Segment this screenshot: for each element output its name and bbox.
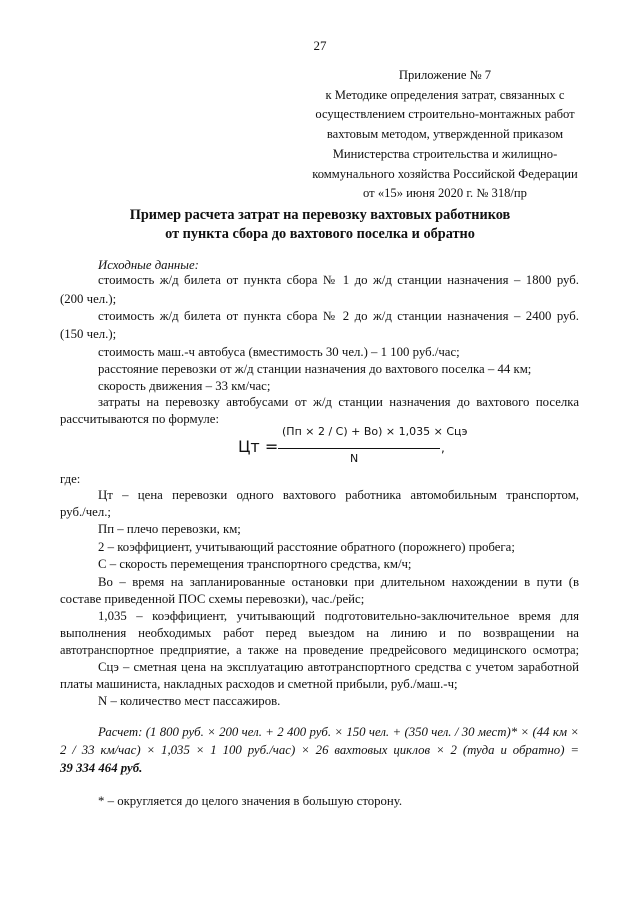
body-line: рассчитываются по формуле: <box>60 412 220 426</box>
legend-line: Пп – плечо перевозки, км; <box>98 522 241 536</box>
approval-line: вахтовым методом, утвержденной приказом <box>326 127 564 142</box>
body-line: (200 чел.); <box>60 292 117 306</box>
legend-heading: где: <box>60 472 81 486</box>
body-line: стоимость ж/д билета от пункта сбора № 1 до ж/д станции назначения – 1800 руб. <box>98 273 579 287</box>
formula-denominator: N <box>350 452 359 465</box>
formula-comma: , <box>441 441 445 455</box>
legend-line: выполнения необходимых работ перед выездом на линию и по возвращении на <box>60 626 579 640</box>
legend-line: С – скорость перемещения транспортного средства, км/ч; <box>98 557 412 571</box>
fraction-bar <box>278 448 440 449</box>
approval-line: Приложение № 7 <box>398 68 492 82</box>
calculation-line: Расчет: (1 800 руб. × 200 чел. + 2 400 руб. × 150 чел. + (350 чел. / 30 мест)* × (44 км × <box>98 725 579 739</box>
calculation-line: 2 / 33 км/час) × 1,035 × 1 100 руб./час) × 26 вахтовых циклов × 2 (туда и обратно) = <box>60 743 579 757</box>
approval-line: осуществлением строительно-монтажных работ <box>315 107 575 122</box>
body-line: затраты на перевозку автобусами от ж/д станции назначения до вахтового поселка <box>98 395 579 409</box>
title-line: от пункта сбора до вахтового поселка и обратно <box>165 226 475 242</box>
legend-line: автотранспортное предприятие, а также на проведение предрейсового медицинского осмотра; <box>60 643 579 657</box>
body-line: расстояние перевозки от ж/д станции назначения до вахтового поселка – 44 км; <box>98 362 532 376</box>
body-line: стоимость маш.-ч автобуса (вместимость 30 чел.) – 1 100 руб./час; <box>98 345 460 359</box>
body-line: стоимость ж/д билета от пункта сбора № 2 до ж/д станции назначения – 2400 руб. <box>98 309 579 323</box>
document-title <box>0 206 640 244</box>
legend-line: руб./чел.; <box>60 505 111 519</box>
legend-line: Сцэ – сметная цена на эксплуатацию автотранспортного средства с учетом заработной <box>98 660 579 674</box>
body-line: (150 чел.); <box>60 327 117 341</box>
approval-line: от «15» июня 2020 г. № 318/пр <box>363 186 527 201</box>
page-number: 27 <box>313 38 327 53</box>
calculation-result: 39 334 464 руб. <box>60 761 143 775</box>
source-data-heading: Исходные данные: <box>98 258 199 272</box>
cost-formula <box>238 425 468 469</box>
legend-line: составе приведенной ПОС схемы перевозки), час./рейс; <box>60 592 365 606</box>
approval-line: коммунального хозяйства Российской Федерации <box>312 166 578 181</box>
legend-line: Цт – цена перевозки одного вахтового работника автомобильным транспортом, <box>98 488 579 502</box>
title-line: Пример расчета затрат на перевозку вахтовых работников <box>129 207 511 223</box>
legend-line: Во – время на запланированные остановки при длительном нахождении в пути (в <box>98 575 579 589</box>
formula-numerator: (Пп × 2 / С) + Во) × 1,035 × Сцэ <box>282 425 468 438</box>
approval-line: Министерства строительства и жилищно- <box>332 146 558 161</box>
legend-line: 2 – коэффициент, учитывающий расстояние обратного (порожнего) пробега; <box>98 540 515 554</box>
legend-line: N – количество мест пассажиров. <box>98 694 281 708</box>
legend-line: платы машиниста, накладных расходов и сметной прибыли, руб./маш.-ч; <box>60 677 458 691</box>
footnote: * – округляется до целого значения в большую сторону. <box>98 794 403 808</box>
body-line: скорость движения – 33 км/час; <box>98 379 271 393</box>
approval-block <box>296 66 594 204</box>
approval-line: к Методике определения затрат, связанных с <box>325 87 565 102</box>
formula-lhs: Цᴛ = <box>238 437 279 456</box>
legend-line: 1,035 – коэффициент, учитывающий подготовительно-заключительное время для <box>98 609 579 623</box>
